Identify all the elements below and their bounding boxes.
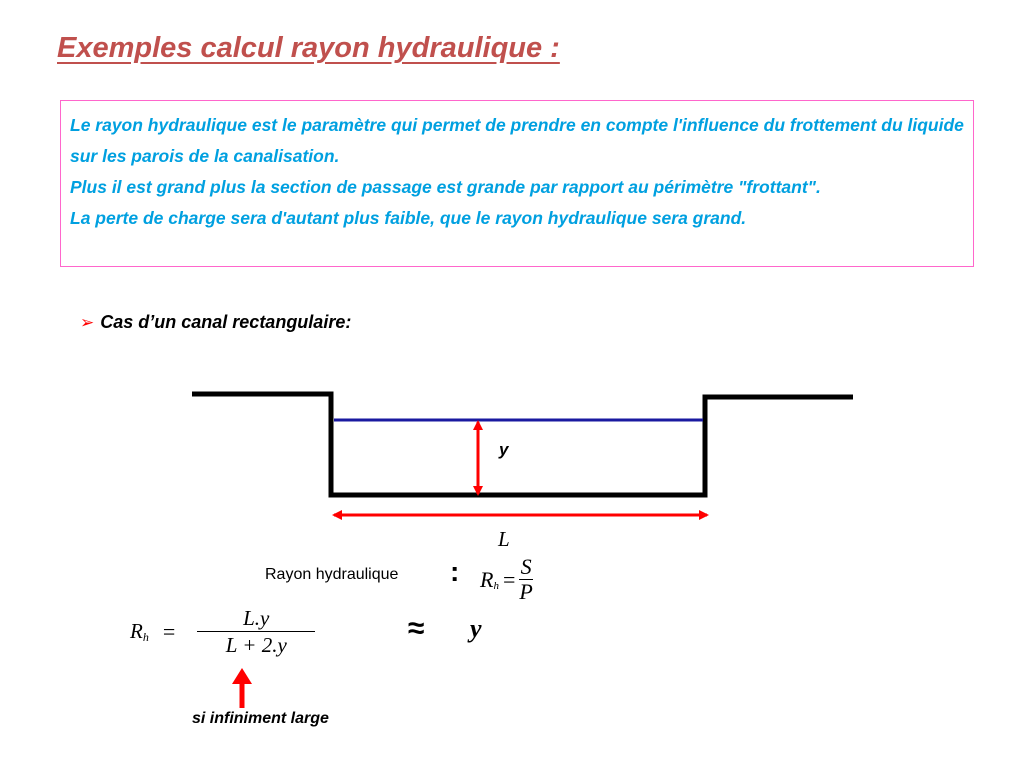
hydraulic-radius-label: Rayon hydraulique xyxy=(265,566,399,583)
wide-channel-note: si infiniment large xyxy=(192,710,329,727)
definition-line-2: Plus il est grand plus la section de passage est grande par rapport au périmètre "frottant". xyxy=(70,177,821,197)
formula-def-fraction xyxy=(519,556,532,603)
width-label: L xyxy=(498,527,510,551)
formula-rect-lhs: R xyxy=(130,619,143,643)
channel-outline xyxy=(192,394,853,495)
formula-rect-numerator: L.y xyxy=(243,606,270,630)
rectangular-channel-formula xyxy=(130,606,315,657)
approx-symbol: ≈ xyxy=(408,612,425,645)
formula-def-equals: = xyxy=(502,566,516,592)
formula-rect-lhs-sub: h xyxy=(142,630,149,644)
formula-colon: : xyxy=(450,556,460,587)
formula-rect-denominator: L + 2.y xyxy=(225,633,287,657)
page-title: Exemples calcul rayon hydraulique : xyxy=(57,32,560,64)
height-label: y xyxy=(499,440,509,459)
formula-def-lhs-sub: h xyxy=(493,579,499,592)
formula-rect-equals: = xyxy=(162,618,176,644)
fraction-bar xyxy=(197,631,315,632)
formula-def-lhs: R xyxy=(480,566,494,592)
definition-line-3: La perte de charge sera d'autant plus faible, que le rayon hydraulique sera grand. xyxy=(70,208,747,228)
formula-rect-fraction xyxy=(197,606,315,657)
case-label: Cas d’un canal rectangulaire: xyxy=(100,312,352,332)
definition-line-1: Le rayon hydraulique est le paramètre qui permet de prendre en compte l'influence du frottement du liquide sur les parois de la canalisation. xyxy=(70,115,964,166)
hydraulic-radius-definition-formula xyxy=(480,556,533,603)
approx-result: y xyxy=(470,614,482,643)
arrow-bullet-icon: ➢ xyxy=(80,313,95,332)
formula-def-numerator: S xyxy=(520,554,532,579)
formula-def-denominator: P xyxy=(519,579,533,604)
note-arrow-head xyxy=(232,668,252,684)
